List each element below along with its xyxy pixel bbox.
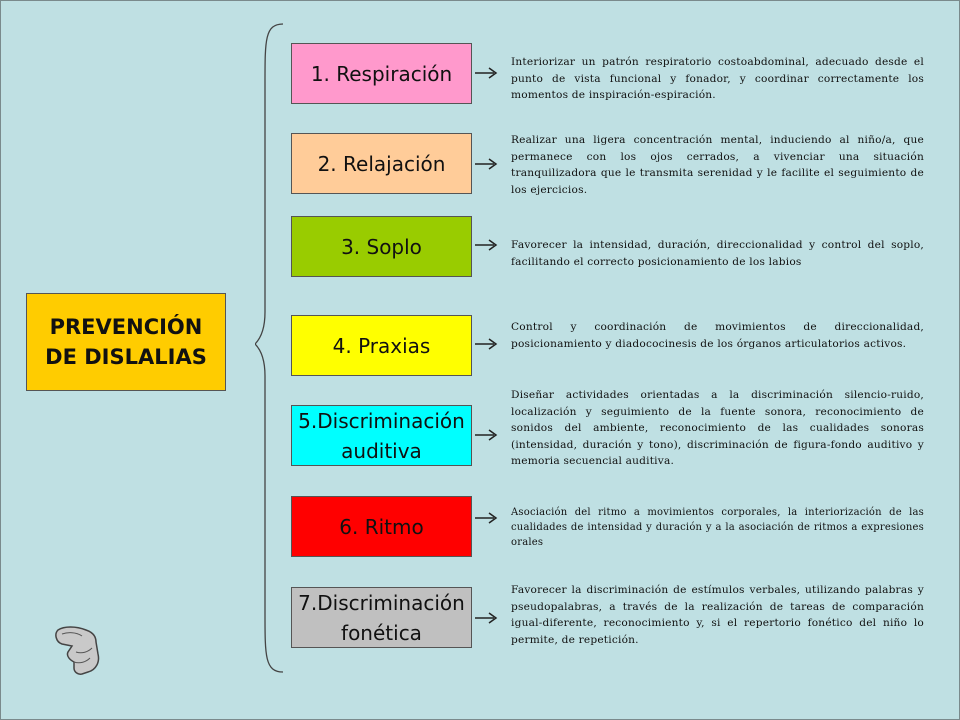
arrow-right-icon — [474, 66, 500, 80]
desc-respiracion: Interiorizar un patrón respiratorio costoabdominal, adecuado desde el punto de vista funcional y fonador, y coordinar correctamente los momentos de inspiración-espiración. — [511, 56, 924, 101]
step-respiracion: 1. Respiración — [291, 43, 472, 104]
desc-discriminacion-fonetica: Favorecer la discriminación de estímulos verbales, utilizando palabras y pseudopalabras, a través de la realización de tareas de comparación igual-diferente, reconocimiento y, si el repertorio fonético del niño lo permite, de repetición. — [511, 584, 924, 646]
arrow-right-icon — [474, 511, 500, 525]
step-ritmo: 6. Ritmo — [291, 496, 472, 557]
desc-discriminacion-auditiva: Diseñar actividades orientadas a la discriminación silencio-ruido, localización y seguimiento de la fuente sonora, reconocimiento de sonidos del ambiente, reconocimiento de las cualidades sonoras (intensidad, duración y tono), discriminación de figura-fondo auditivo y memoria secuencial auditiva. — [511, 389, 924, 467]
desc-soplo: Favorecer la intensidad, duración, direccionalidad y control del soplo, facilitando el correcto posicionamiento de los labios — [511, 239, 924, 268]
main-topic-box: PREVENCIÓN DE DISLALIAS — [26, 293, 226, 391]
step-relajacion: 2. Relajación — [291, 133, 472, 194]
arrow-right-icon — [474, 238, 500, 252]
step-discriminacion-auditiva: 5.Discriminación auditiva — [291, 405, 472, 466]
pointing-hand-icon[interactable] — [52, 618, 108, 678]
step-discriminacion-fonetica: 7.Discriminación fonética — [291, 587, 472, 648]
arrow-right-icon — [474, 337, 500, 351]
arrow-right-icon — [474, 157, 500, 171]
arrow-right-icon — [474, 428, 500, 442]
arrow-right-icon — [474, 611, 500, 625]
step-praxias: 4. Praxias — [291, 315, 472, 376]
desc-relajacion: Realizar una ligera concentración mental, induciendo al niño/a, que permanece con los ojos cerrados, a vivenciar una situación tranquilizadora que le transmita serenidad y le facilite el seguimiento de los ejercicios. — [511, 134, 924, 196]
desc-praxias: Control y coordinación de movimientos de direccionalidad, posicionamiento y diadococinesis de los órganos articulatorios activos. — [511, 321, 924, 350]
step-soplo: 3. Soplo — [291, 216, 472, 277]
grouping-brace — [255, 22, 285, 674]
desc-ritmo: Asociación del ritmo a movimientos corporales, la interiorización de las cualidades de intensidad y duración y a la asociación de ritmos a expresiones orales — [511, 507, 924, 548]
